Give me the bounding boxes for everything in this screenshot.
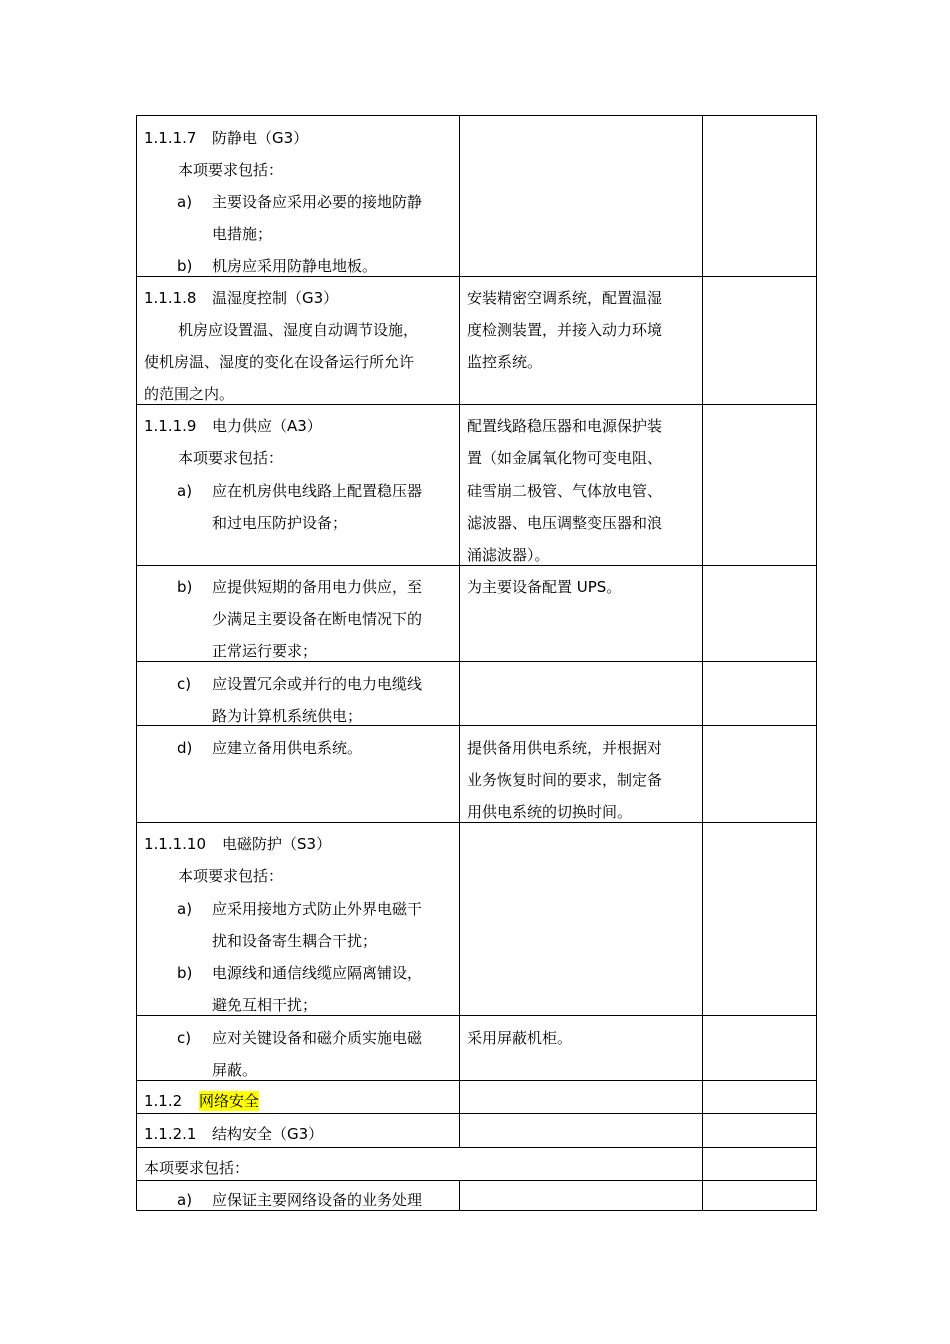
s119-a-2: 和过电压防护设备； (212, 514, 348, 532)
col-border-2-row-11 (459, 1180, 460, 1210)
table-left-border (136, 115, 137, 1210)
m119d-3: 用供电系统的切换时间。 (467, 803, 633, 821)
row-border-0 (136, 115, 817, 116)
m1110c-1: 采用屏蔽机柜。 (467, 1029, 573, 1047)
s1121-num: 1.1.2.1 (144, 1125, 197, 1143)
s112-title: 网络安全 (199, 1092, 260, 1110)
s119-d-1: 应建立备用供电系统。 (212, 739, 363, 757)
col-border-3 (702, 115, 703, 1210)
s1121-a-1: 应保证主要网络设备的业务处理 (212, 1191, 423, 1209)
col-border-2-row-8 (459, 1080, 460, 1113)
s1110-c-2: 屏蔽。 (212, 1061, 258, 1079)
s1110-c-m: c) (177, 1029, 192, 1047)
m118-1: 安装精密空调系统，配置温湿 (467, 289, 663, 307)
m119d-1: 提供备用供电系统，并根据对 (467, 739, 663, 757)
row-border-7 (136, 1015, 817, 1016)
s1110-b-1: 电源线和通信线缆应隔离铺设， (212, 964, 423, 982)
row-border-6 (136, 822, 817, 823)
s1121-a-m: a) (177, 1191, 193, 1209)
s1110-b-2: 避免互相干扰； (212, 996, 318, 1014)
s1110-num: 1.1.1.10 (144, 835, 207, 853)
s119-b-3: 正常运行要求； (212, 642, 318, 660)
col-border-2-row-7 (459, 1015, 460, 1080)
m119-2: 置（如金属氧化物可变电阻、 (467, 449, 663, 467)
col-border-2-row-6 (459, 822, 460, 1015)
s119-b-1: 应提供短期的备用电力供应，至 (212, 578, 423, 596)
s119-b-2: 少满足主要设备在断电情况下的 (212, 610, 423, 628)
s119-intro: 本项要求包括： (178, 449, 284, 467)
s117-intro: 本项要求包括： (178, 161, 284, 179)
col-border-2-row-0 (459, 115, 460, 276)
row-border-3 (136, 565, 817, 566)
s119-title: 电力供应（A3） (212, 417, 322, 435)
s118-title: 温湿度控制（G3） (212, 289, 339, 307)
col-border-2-row-9 (459, 1113, 460, 1147)
s119-a-1: 应在机房供电线路上配置稳压器 (212, 482, 423, 500)
s1121-intro: 本项要求包括： (144, 1159, 250, 1177)
row-border-11 (136, 1180, 817, 1181)
col-border-2-row-3 (459, 565, 460, 661)
m119-5: 涌滤波器）。 (467, 546, 550, 564)
table-right-border (816, 115, 817, 1210)
col-border-2-row-2 (459, 404, 460, 565)
col-border-2-row-5 (459, 725, 460, 822)
row-border-8 (136, 1080, 817, 1081)
s119-d-m: d) (177, 739, 193, 757)
s117-num: 1.1.1.7 (144, 129, 197, 147)
m118-3: 监控系统。 (467, 353, 543, 371)
s1110-intro: 本项要求包括： (178, 867, 284, 885)
s1110-c-1: 应对关键设备和磁介质实施电磁 (212, 1029, 423, 1047)
s1110-b-m: b) (177, 964, 193, 982)
s118-num: 1.1.1.8 (144, 289, 197, 307)
s112-num: 1.1.2 (144, 1092, 183, 1110)
row-border-1 (136, 276, 817, 277)
s119-num: 1.1.1.9 (144, 417, 197, 435)
s1110-a-1: 应采用接地方式防止外界电磁干 (212, 900, 423, 918)
s119-c-m: c) (177, 675, 192, 693)
m118-2: 度检测装置，并接入动力环境 (467, 321, 663, 339)
m119-3: 硅雪崩二极管、气体放电管、 (467, 482, 663, 500)
s118-p2: 使机房温、湿度的变化在设备运行所允许 (144, 353, 415, 371)
s1110-title: 电磁防护（S3） (222, 835, 332, 853)
s117-title: 防静电（G3） (212, 129, 309, 147)
row-border-4 (136, 661, 817, 662)
s118-p1: 机房应设置温、湿度自动调节设施， (178, 321, 419, 339)
s117-b-m: b) (177, 257, 193, 275)
s117-b-1: 机房应采用防静电地板。 (212, 257, 378, 275)
m119b-1: 为主要设备配置 UPS。 (467, 578, 622, 596)
m119d-2: 业务恢复时间的要求，制定备 (467, 771, 663, 789)
s119-b-m: b) (177, 578, 193, 596)
m119-1: 配置线路稳压器和电源保护装 (467, 417, 663, 435)
col-border-2-row-1 (459, 276, 460, 404)
row-border-9 (136, 1113, 817, 1114)
row-border-2 (136, 404, 817, 405)
s1110-a-m: a) (177, 900, 193, 918)
row-border-12 (136, 1210, 817, 1211)
col-border-2-row-4 (459, 661, 460, 725)
s117-a-m: a) (177, 193, 193, 211)
s119-a-m: a) (177, 482, 193, 500)
s117-a-1: 主要设备应采用必要的接地防静 (212, 193, 423, 211)
s1110-a-2: 扰和设备寄生耦合干扰； (212, 932, 378, 950)
s117-a-2: 电措施； (212, 225, 273, 243)
s1121-title: 结构安全（G3） (212, 1125, 324, 1143)
s118-p3: 的范围之内。 (144, 385, 235, 403)
s119-c-2: 路为计算机系统供电； (212, 707, 363, 725)
s119-c-1: 应设置冗余或并行的电力电缆线 (212, 675, 423, 693)
m119-4: 滤波器、电压调整变压器和浪 (467, 514, 663, 532)
row-border-10 (136, 1147, 817, 1148)
